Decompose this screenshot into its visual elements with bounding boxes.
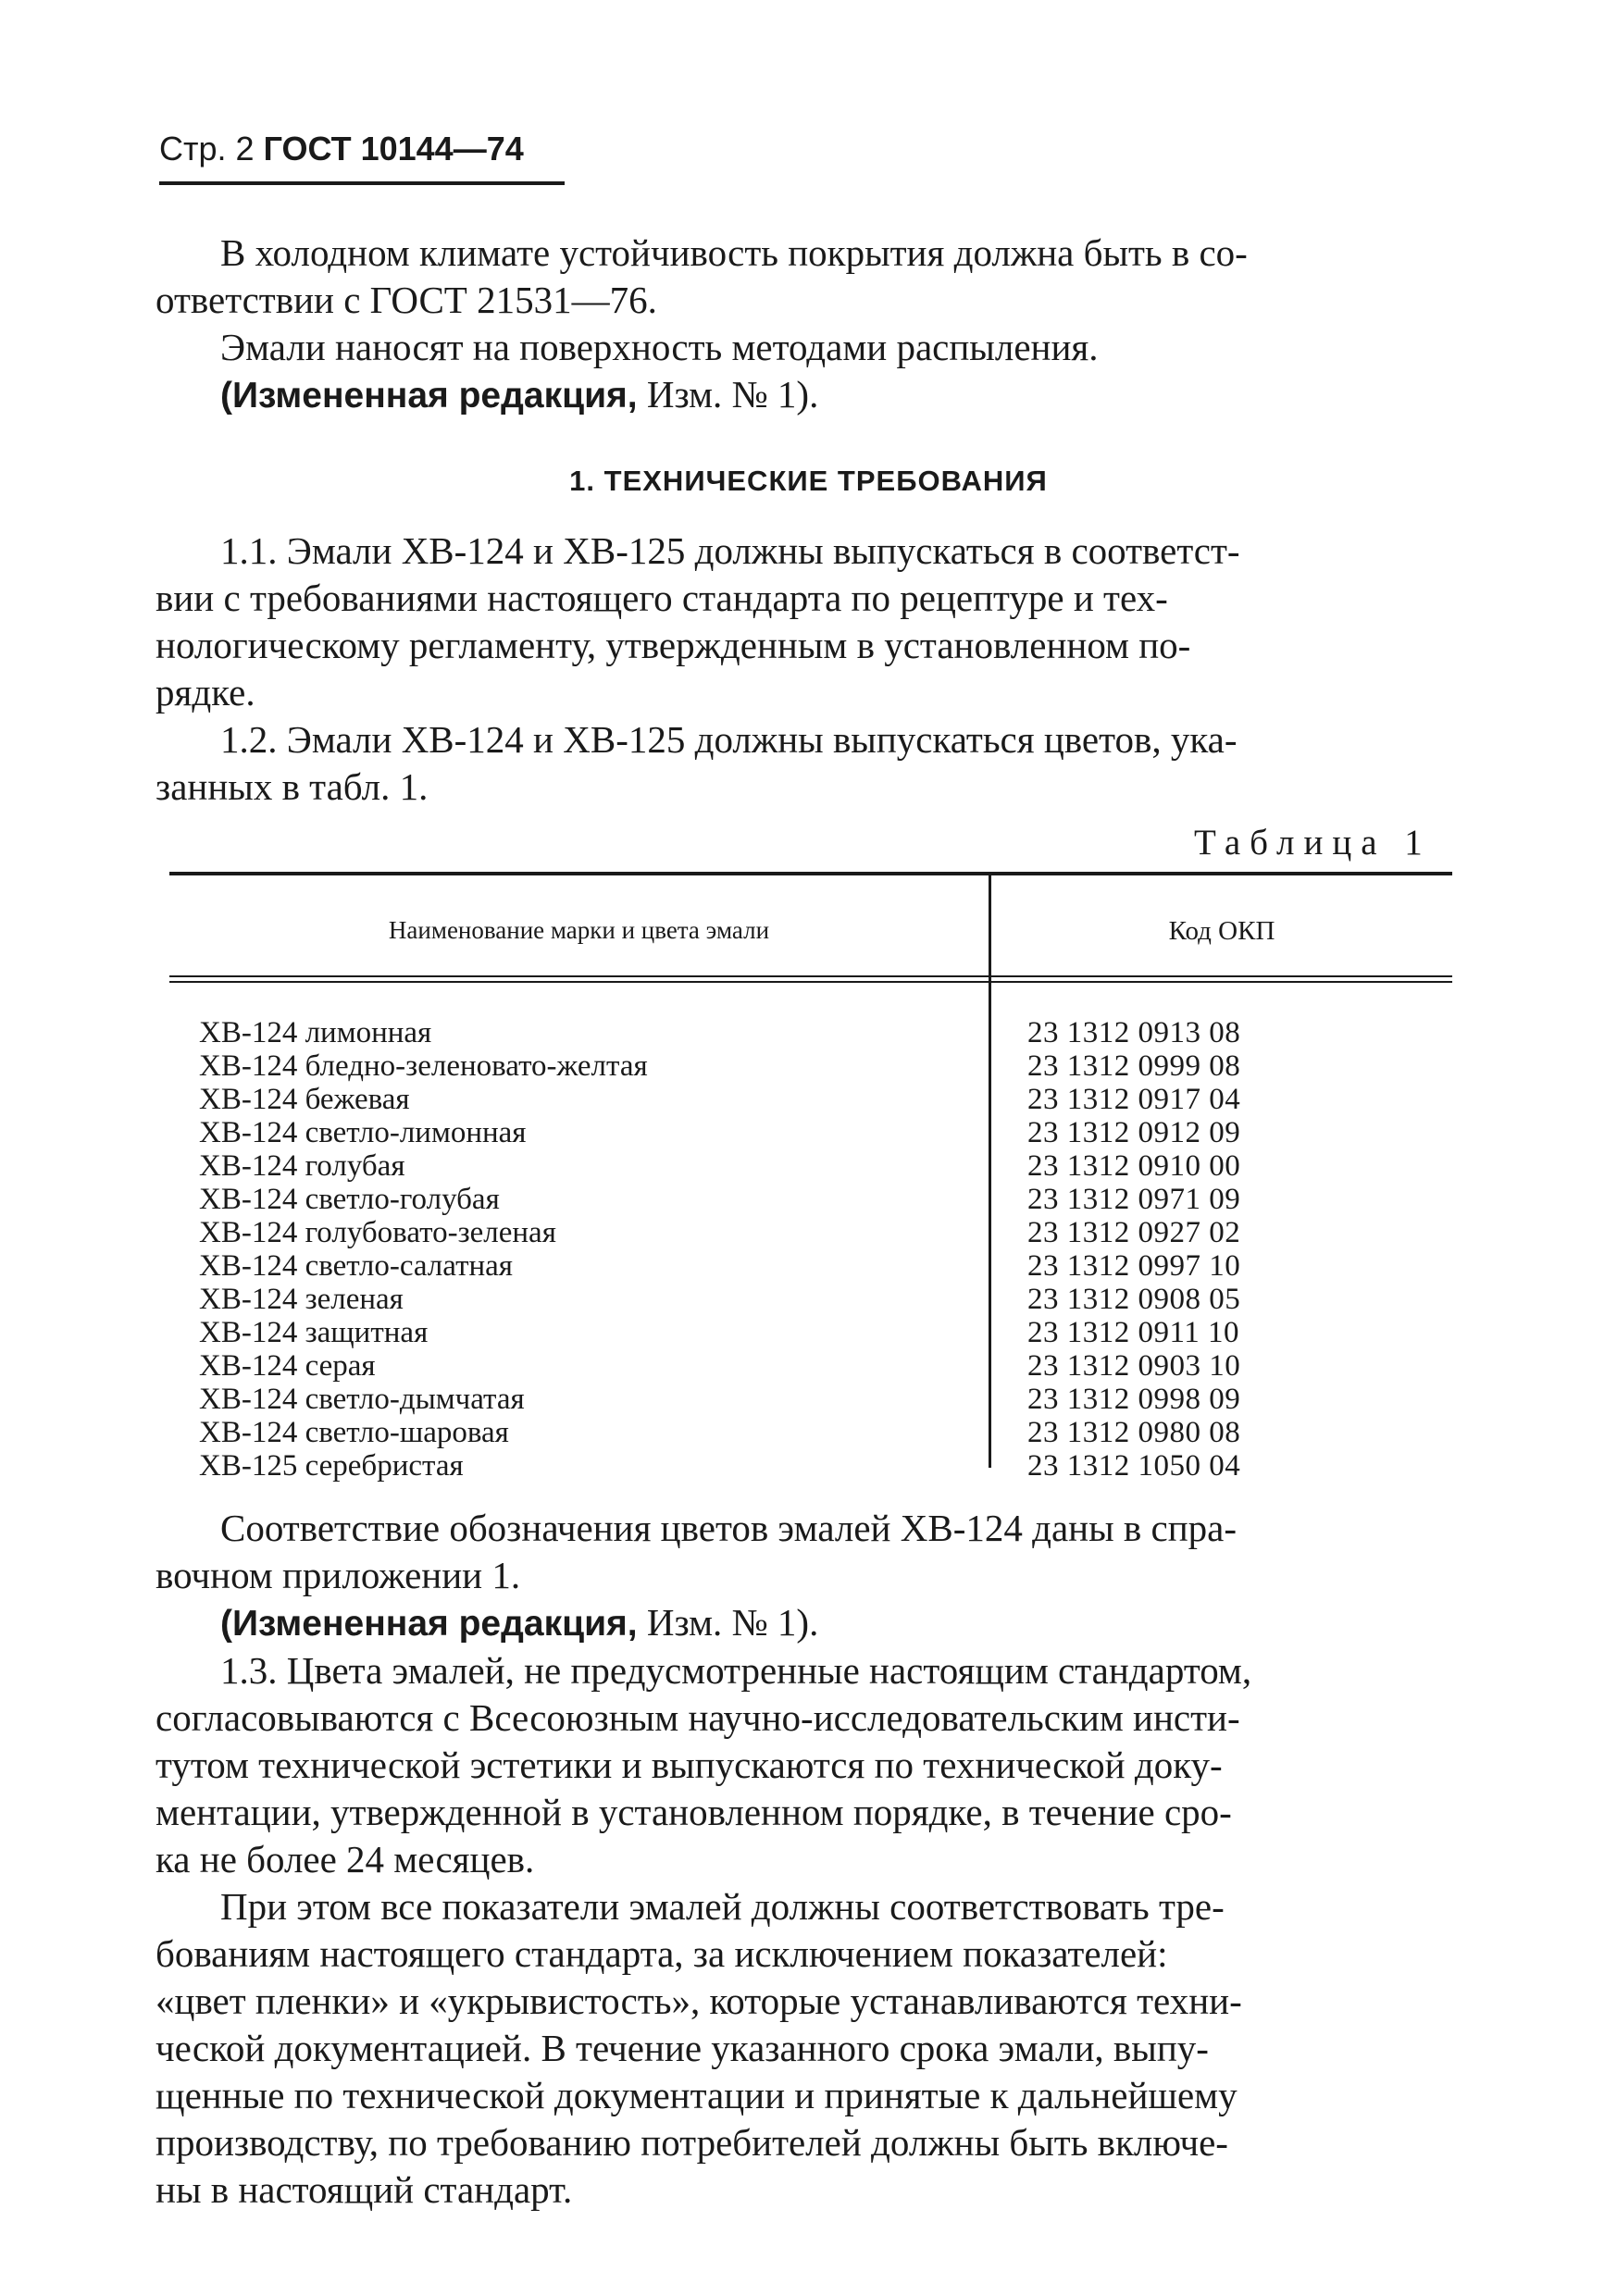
table-row xyxy=(0,1283,1617,1316)
p11-line-2: вии с требованиями настоящего стандарта по рецептуре и тех- xyxy=(155,577,1168,619)
amendment-label: (Измененная редакция, xyxy=(220,1604,638,1644)
corr-line-2: вочном приложении 1. xyxy=(155,1554,521,1596)
intro-line-3: Эмали наносят на поверхность методами распыления. xyxy=(220,326,1099,368)
row-name: ХВ-124 светло-дымчатая xyxy=(199,1383,525,1416)
p11-line-4: рядке. xyxy=(155,671,255,714)
row-code: 23 1312 0999 08 xyxy=(1027,1049,1241,1083)
row-code: 23 1312 0911 10 xyxy=(1027,1316,1240,1349)
row-name: ХВ-124 светло-шаровая xyxy=(199,1416,509,1449)
table-row xyxy=(0,1416,1617,1449)
p13-line-3: тутом технической эстетики и выпускаются по технической доку- xyxy=(155,1744,1223,1786)
after-amendment xyxy=(220,1599,1451,1647)
after-table-block xyxy=(155,1505,1451,2214)
row-code: 23 1312 0903 10 xyxy=(1027,1349,1241,1383)
row-code: 23 1312 1050 04 xyxy=(1027,1449,1241,1483)
table-row xyxy=(0,1349,1617,1383)
row-name: ХВ-124 бежевая xyxy=(199,1083,410,1116)
row-name: ХВ-124 защитная xyxy=(199,1316,429,1349)
intro-line-1: В холодном климате устойчивость покрытия должна быть в со- xyxy=(220,231,1248,274)
p12-line-2: занных в табл. 1. xyxy=(155,765,429,808)
row-name: ХВ-124 серая xyxy=(199,1349,376,1383)
p13-line-2: согласовываются с Всесоюзным научно-исследовательским инсти- xyxy=(155,1696,1240,1739)
table-row xyxy=(0,1183,1617,1216)
section-block xyxy=(155,527,1451,811)
amendment-ref: Изм. № 1). xyxy=(637,1601,819,1644)
amendment-label: (Измененная редакция, xyxy=(220,376,638,416)
amendment-ref: Изм. № 1). xyxy=(637,373,819,416)
p11-line-3: нологическому регламенту, утвержденным в установленном по- xyxy=(155,624,1191,666)
header-rule xyxy=(159,181,565,185)
row-code: 23 1312 0910 00 xyxy=(1027,1149,1241,1183)
page-header xyxy=(159,130,524,168)
row-code: 23 1312 0997 10 xyxy=(1027,1249,1241,1283)
intro-line-2: ответствии с ГОСТ 21531—76. xyxy=(155,279,657,321)
p14-line-7: ны в настоящий стандарт. xyxy=(155,2168,573,2211)
row-code: 23 1312 0908 05 xyxy=(1027,1283,1241,1316)
p14-line-4: ческой документацией. В течение указанного срока эмали, выпу- xyxy=(155,2027,1209,2069)
table-row xyxy=(0,1383,1617,1416)
table-header-name: Наименование марки и цвета эмали xyxy=(388,916,770,944)
row-name: ХВ-124 зеленая xyxy=(199,1283,404,1316)
row-name: ХВ-124 бледно-зеленовато-желтая xyxy=(199,1049,648,1083)
standard-number: ГОСТ 10144—74 xyxy=(263,130,524,168)
table-header-rule xyxy=(169,975,1452,977)
intro-amendment xyxy=(220,371,1451,419)
row-code: 23 1312 0912 09 xyxy=(1027,1116,1241,1149)
p13-line-5: ка не более 24 месяцев. xyxy=(155,1838,535,1880)
table-body xyxy=(0,1016,1617,1483)
row-name: ХВ-124 лимонная xyxy=(199,1016,432,1049)
row-code: 23 1312 0917 04 xyxy=(1027,1083,1241,1116)
row-name: ХВ-124 светло-лимонная xyxy=(199,1116,527,1149)
table-caption: Таблица 1 xyxy=(1194,823,1432,863)
row-code: 23 1312 0980 08 xyxy=(1027,1416,1241,1449)
corr-line-1: Соответствие обозначения цветов эмалей ХВ-124 даны в спра- xyxy=(220,1507,1237,1549)
p14-line-5: щенные по технической документации и принятые к дальнейшему xyxy=(155,2074,1238,2116)
row-name: ХВ-124 светло-салатная xyxy=(199,1249,513,1283)
p13-line-1: 1.3. Цвета эмалей, не предусмотренные настоящим стандартом, xyxy=(220,1649,1252,1692)
row-name: ХВ-125 серебристая xyxy=(199,1449,464,1483)
row-code: 23 1312 0927 02 xyxy=(1027,1216,1241,1249)
table-row xyxy=(0,1449,1617,1483)
p14-line-6: производству, по требованию потребителей должны быть включе- xyxy=(155,2121,1228,2164)
p11-line-1: 1.1. Эмали ХВ-124 и ХВ-125 должны выпускаться в соответст- xyxy=(220,529,1240,572)
table-header-code: Код ОКП xyxy=(1168,916,1275,946)
table-row xyxy=(0,1316,1617,1349)
p14-line-3: «цвет пленки» и «укрывистость», которые устанавливаются техни- xyxy=(155,1980,1242,2022)
table-row xyxy=(0,1216,1617,1249)
p14-line-2: бованиям настоящего стандарта, за исключением показателей: xyxy=(155,1932,1168,1975)
row-code: 23 1312 0998 09 xyxy=(1027,1383,1241,1416)
table-row xyxy=(0,1083,1617,1116)
p14-line-1: При этом все показатели эмалей должны соответствовать тре- xyxy=(220,1885,1225,1928)
row-code: 23 1312 0971 09 xyxy=(1027,1183,1241,1216)
row-code: 23 1312 0913 08 xyxy=(1027,1016,1241,1049)
p12-line-1: 1.2. Эмали ХВ-124 и ХВ-125 должны выпускаться цветов, ука- xyxy=(220,718,1238,761)
table-header-rule-double xyxy=(169,981,1452,983)
table-row xyxy=(0,1049,1617,1083)
intro-block xyxy=(155,230,1451,419)
page-number: Стр. 2 xyxy=(159,130,255,168)
row-name: ХВ-124 голубовато-зеленая xyxy=(199,1216,556,1249)
table-top-rule xyxy=(169,872,1452,875)
table-row xyxy=(0,1016,1617,1049)
table-row xyxy=(0,1149,1617,1183)
row-name: ХВ-124 светло-голубая xyxy=(199,1183,500,1216)
section-heading: 1. ТЕХНИЧЕСКИЕ ТРЕБОВАНИЯ xyxy=(569,465,1048,497)
table-row xyxy=(0,1249,1617,1283)
row-name: ХВ-124 голубая xyxy=(199,1149,405,1183)
p13-line-4: ментации, утвержденной в установленном порядке, в течение сро- xyxy=(155,1791,1232,1833)
table-row xyxy=(0,1116,1617,1149)
